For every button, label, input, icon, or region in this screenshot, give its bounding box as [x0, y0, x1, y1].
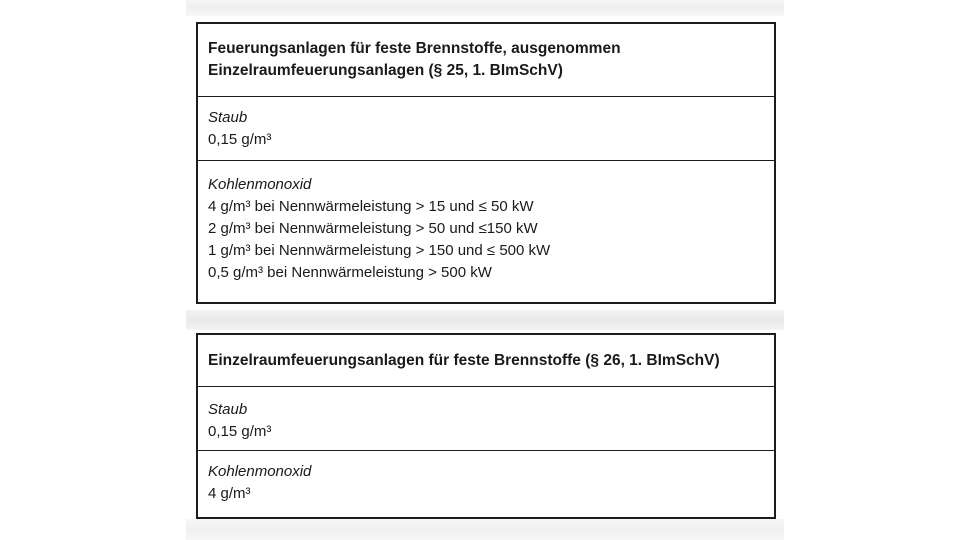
- limit-value: 4 g/m³ bei Nennwärmeleistung > 15 und ≤ 50 kW: [208, 198, 534, 215]
- scan-background: [186, 310, 784, 330]
- table-heading-line: Einzelraumfeuerungsanlagen für feste Brennstoffe (§ 26, 1. BImSchV): [208, 351, 720, 369]
- limit-value: 4 g/m³: [208, 485, 251, 502]
- table-heading: [198, 335, 774, 387]
- pollutant-label: Staub: [208, 401, 248, 418]
- limit-value: 0,5 g/m³ bei Nennwärmeleistung > 500 kW: [208, 264, 492, 281]
- table-heading: [198, 24, 774, 97]
- staub-cell: [198, 97, 774, 161]
- kohlenmonoxid-cell: [198, 161, 774, 284]
- limit-value: 0,15 g/m³: [208, 131, 272, 148]
- pollutant-label: Kohlenmonoxid: [208, 463, 312, 480]
- table-heading-line: Einzelraumfeuerungsanlagen (§ 25, 1. BImSchV): [208, 62, 563, 79]
- emission-table-section-25: [196, 22, 776, 304]
- limit-value: 2 g/m³ bei Nennwärmeleistung > 50 und ≤150 kW: [208, 220, 538, 237]
- scan-background: [186, 0, 784, 16]
- table-heading-line: Feuerungsanlagen für feste Brennstoffe, ausgenommen: [208, 40, 621, 57]
- staub-cell: [198, 387, 774, 451]
- scan-background: [186, 519, 784, 540]
- pollutant-label: Kohlenmonoxid: [208, 176, 312, 193]
- emission-table-section-26: [196, 333, 776, 519]
- kohlenmonoxid-cell: [198, 451, 774, 505]
- limit-value: 0,15 g/m³: [208, 423, 272, 440]
- pollutant-label: Staub: [208, 109, 248, 126]
- limit-value: 1 g/m³ bei Nennwärmeleistung > 150 und ≤ 500 kW: [208, 242, 551, 259]
